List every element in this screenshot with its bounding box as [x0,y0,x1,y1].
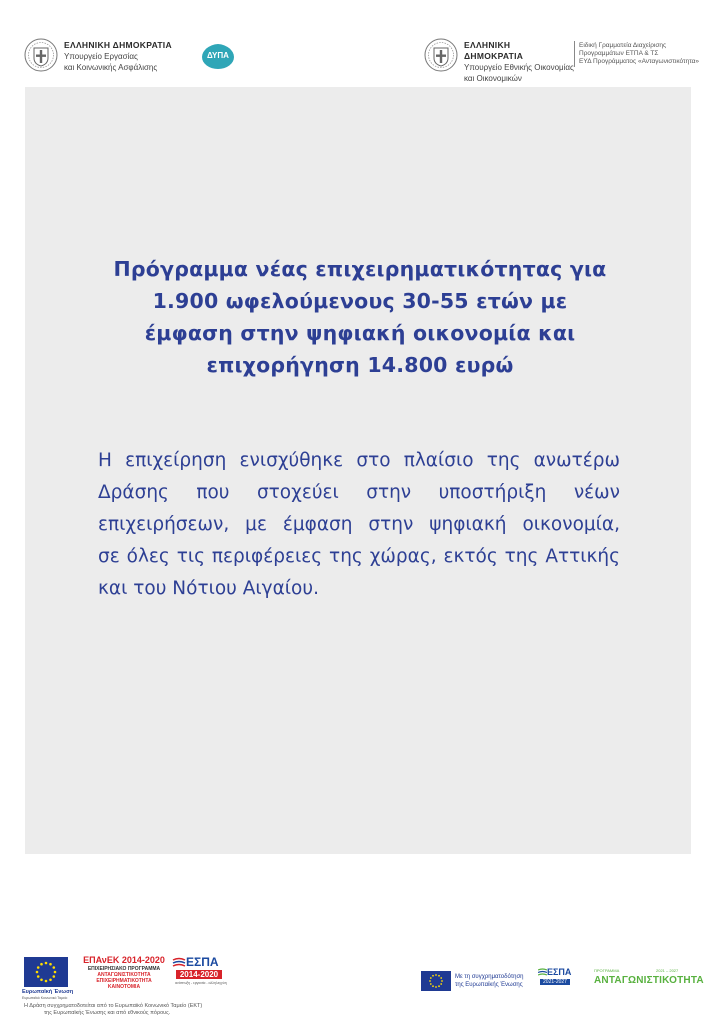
body-line-1: Η επιχείρηση ενισχύθηκε στο πλαίσιο της ανωτέρω [98,450,620,471]
body-line-4: σε όλες τις περιφέρειες της χώρας, εκτός της Αττικής [98,546,620,567]
body-line-5: και του Νότιου Αιγαίου. [98,578,319,599]
headline-line-3: έμφαση στην ψηφιακή οικονομία και [144,321,576,345]
competitiveness-years: 2021 – 2027 [656,968,679,973]
espa-flag-icon [538,968,547,977]
epanek-line1: ΕΠΙΧΕΙΡΗΣΙΑΚΟ ΠΡΟΓΡΑΜΜΑ [87,966,161,972]
header-right-emblem [424,38,458,72]
espa-left-title: ΕΣΠΑ [186,955,219,969]
body-text [98,445,620,605]
header-left-emblem [24,38,58,72]
header-right-divider [574,41,575,67]
header-right-side2: Προγραμμάτων ΕΤΠΑ & ΤΣ [579,50,659,57]
espa-left-tag: ανάπτυξη - εργασία - αλληλεγγύη [175,981,227,985]
cofund-line2: της Ευρωπαϊκής Ένωσης [455,982,523,988]
epanek-line3: ΕΠΙΧΕΙΡΗΜΑΤΙΚΟΤΗΤΑ [96,978,152,984]
header-right-line2: και Οικονομικών [464,74,522,83]
header-right-line1: Υπουργείο Εθνικής Οικονομίας [464,63,574,72]
header-right-side-text [579,42,709,66]
greek-emblem-icon [24,38,58,72]
header-left-title: ΕΛΛΗΝΙΚΗ ΔΗΜΟΚΡΑΤΙΑ [64,40,172,50]
header-right-text [464,40,574,84]
eu-flag-icon [24,957,68,987]
espa-right-years: 2021-2027 [540,979,570,985]
espa-logo-right [538,967,572,993]
eu-flag-left [24,957,68,987]
header-left-line1: Υπουργείο Εργασίας [64,52,138,61]
espa-right-title: ΕΣΠΑ [547,967,572,977]
footer-note-line1: Η Δράση συγχρηματοδοτείται από το Ευρωπαϊκό Κοινωνικό Ταμείο (ΕΚΤ) [24,1003,203,1009]
competitiveness-logo [594,968,704,992]
header-left-line2: και Κοινωνικής Ασφάλισης [64,63,158,72]
headline-line-1: Πρόγραμμα νέας επιχειρηματικότητας για [113,257,607,281]
headline [60,253,660,381]
eu-flag-icon [421,971,451,991]
espa-logo-left [172,955,227,993]
headline-line-2: 1.900 ωφελούμενους 30-55 ετών με [152,289,568,313]
epanek-line4: ΚΑΙΝΟΤΟΜΙΑ [107,984,141,990]
eu-flag-right [421,971,451,991]
eu-sub-left: Ευρωπαϊκό Κοινωνικό Ταμείο [22,996,68,1000]
cofund-line1: Με τη συγχρηματοδότηση [455,974,524,980]
cofund-text [455,973,535,989]
dypa-logo-text: ΔΥΠΑ [207,51,229,60]
competitiveness-small: ΠΡΟΓΡΑΜΜΑ [594,968,620,973]
header-right-title: ΕΛΛΗΝΙΚΗ ΔΗΜΟΚΡΑΤΙΑ [464,40,524,61]
body-line-3: επιχειρήσεων, με έμφαση στην ψηφιακή οικονομία, [98,514,620,535]
epanek-line2: ΑΝΤΑΓΩΝΙΣΤΙΚΟΤΗΤΑ [97,972,151,978]
body-line-2: Δράσης που στοχεύει στην υποστήριξη νέων [98,482,620,503]
eu-label-left: Ευρωπαϊκή Ένωση [22,989,74,995]
espa-left-years: 2014-2020 [176,970,222,979]
dypa-logo [200,40,236,70]
epanek-logo [82,955,166,995]
header-right-side1: Ειδική Γραμματεία Διαχείρισης [579,42,667,49]
footer-note [24,1003,244,1017]
header-right-side3: ΕΥΔ Προγράμματος «Ανταγωνιστικότητα» [579,58,700,65]
footer-note-line2: της Ευρωπαϊκής Ένωσης και από εθνικούς πόρους. [44,1010,171,1016]
header-left-text [64,40,194,73]
greek-emblem-icon [424,38,458,72]
headline-line-4: επιχορήγηση 14.800 ευρώ [206,353,514,377]
competitiveness-title: ΑΝΤΑΓΩΝΙΣΤΙΚΟΤΗΤΑ [594,975,704,986]
espa-flag-icon [172,957,186,971]
epanek-title: ΕΠΑνΕΚ 2014-2020 [83,955,165,965]
